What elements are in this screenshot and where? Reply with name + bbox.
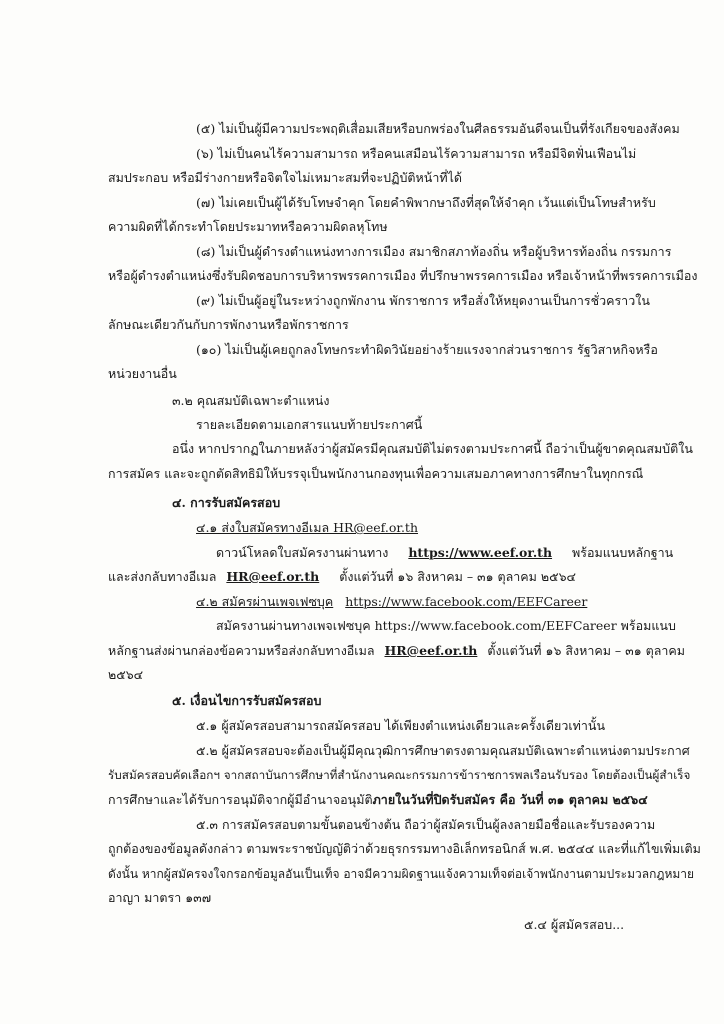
section-5-2-text: การศึกษาและได้รับการอนุมัติจากผู้มีอำนาจอนุมัติ <box>108 792 373 807</box>
section-5-3-line-4: อาญา มาตรา ๑๓๗ <box>108 890 212 905</box>
item-10: (๑๐) ไม่เป็นผู้เคยถูกลงโทษกระทำผิดวินัยอย่างร้ายแรงจากส่วนราชการ รัฐวิสาหกิจหรือ <box>196 342 658 357</box>
section-3-2-detail: รายละเอียดตามเอกสารแนบท้ายประกาศนี้ <box>196 417 423 432</box>
item-7: (๗) ไม่เคยเป็นผู้ได้รับโทษจำคุก โดยคำพิพากษาถึงที่สุดให้จำคุก เว้นแต่เป็นโทษสำหรับ <box>196 195 656 210</box>
item-9-cont: ลักษณะเดียวกันกับการพักงานหรือพักราชการ <box>108 317 349 332</box>
section-5-2-deadline: ภายในวันที่ปิดรับสมัคร คือ วันที่ ๓๑ ตุลาคม ๒๕๖๔ <box>372 792 648 807</box>
section-4-2 <box>196 593 587 611</box>
item-6-cont: สมประกอบ หรือมีร่างกายหรือจิตใจไม่เหมาะสมที่จะปฏิบัติหน้าที่ได้ <box>108 170 462 185</box>
section-4-2-line-2 <box>108 642 685 660</box>
section-4-1-date: ตั้งแต่วันที่ ๑๖ สิงหาคม – ๓๑ ตุลาคม ๒๕๖๔ <box>339 569 576 584</box>
hr-email-link[interactable]: HR@eef.or.th <box>226 569 320 584</box>
item-6: (๖) ไม่เป็นคนไร้ความสามารถ หรือคนเสมือนไร้ความสามารถ หรือมีจิตฟั่นเฟือนไม่ <box>196 146 637 161</box>
section-4-2-line-3: ๒๕๖๔ <box>108 667 144 682</box>
section-4-1-text-a: ดาวน์โหลดใบสมัครงานผ่านทาง <box>216 545 389 560</box>
eef-website-link[interactable]: https://www.eef.or.th <box>408 545 553 560</box>
item-10-cont: หน่วยงานอื่น <box>108 366 177 381</box>
section-4-1-line-2 <box>108 568 576 586</box>
section-5-2-line-2: รับสมัครสอบคัดเลือกฯ จากสถาบันการศึกษาที่สำนักงานคณะกรรมการข้าราชการพลเรือนรับรอง โดยต้องเป็นผู้สำเร็จ <box>108 768 691 782</box>
section-5-2-line-3 <box>108 791 648 809</box>
section-5-2-line-1: ๕.๒ ผู้สมัครสอบจะต้องเป็นผู้มีคุณวุฒิการศึกษาตรงตามคุณสมบัติเฉพาะตำแหน่งตามประกาศ <box>196 743 690 758</box>
note-line-1: อนึ่ง หากปรากฏในภายหลังว่าผู้สมัครมีคุณสมบัติไม่ตรงตามประกาศนี้ ถือว่าเป็นผู้ขาดคุณสมบัติใน <box>172 441 693 456</box>
item-5: (๕) ไม่เป็นผู้มีความประพฤติเสื่อมเสียหรือบกพร่องในศีลธรรมอันดีจนเป็นที่รังเกียจของสังคม <box>196 121 680 136</box>
section-4-2-date: ตั้งแต่วันที่ ๑๖ สิงหาคม – ๓๑ ตุลาคม <box>487 643 685 658</box>
section-3-2-heading: ๓.๒ คุณสมบัติเฉพาะตำแหน่ง <box>172 393 330 408</box>
item-9: (๙) ไม่เป็นผู้อยู่ในระหว่างถูกพักงาน พักราชการ หรือสั่งให้หยุดงานเป็นการชั่วคราวใน <box>196 293 650 308</box>
section-5-3-line-2: ถูกต้องของข้อมูลดังกล่าว ตามพระราชบัญญัติว่าด้วยธุรกรรมทางอิเล็กทรอนิกส์ พ.ศ. ๒๕๔๔ และที่แก้ไขเพิ่มเติม <box>108 841 701 856</box>
section-4-2-text-a: หลักฐานส่งผ่านกล่องข้อความหรือส่งกลับทางอีเมล <box>108 643 375 658</box>
section-5-1: ๕.๑ ผู้สมัครสอบสามารถสมัครสอบ ได้เพียงตำแหน่งเดียวและครั้งเดียวเท่านั้น <box>196 718 605 733</box>
continued-next-page: ๕.๔ ผู้สมัครสอบ... <box>524 917 625 932</box>
section-5-3-line-3: ดังนั้น หากผู้สมัครจงใจกรอกข้อมูลอันเป็นเท็จ อาจมีความผิดฐานแจ้งความเท็จต่อเจ้าพนักงานตามประมวลกฎหมาย <box>108 867 695 881</box>
item-8: (๘) ไม่เป็นผู้ดำรงตำแหน่งทางการเมือง สมาชิกสภาท้องถิ่น หรือผู้บริหารท้องถิ่น กรรมการ <box>196 244 672 259</box>
item-8-cont: หรือผู้ดำรงตำแหน่งซึ่งรับผิดชอบการบริหารพรรคการเมือง ที่ปรึกษาพรรคการเมือง หรือเจ้าหน้าที่พรรคการเมือง <box>108 268 698 283</box>
hr-email-link-2[interactable]: HR@eef.or.th <box>384 643 478 658</box>
section-5-heading: ๕. เงื่อนไขการรับสมัครสอบ <box>172 693 322 708</box>
section-4-1-line-1 <box>216 544 673 562</box>
section-4-1-text-b: พร้อมแนบหลักฐาน <box>572 545 674 560</box>
section-4-1[interactable]: ๔.๑ ส่งใบสมัครทางอีเมล HR@eef.or.th <box>196 520 419 535</box>
section-4-1-text-c: และส่งกลับทางอีเมล <box>108 569 217 584</box>
facebook-link[interactable]: https://www.facebook.com/EEFCareer <box>345 594 588 609</box>
section-4-2-label[interactable]: ๔.๒ สมัครผ่านเพจเฟซบุค <box>196 594 334 609</box>
section-4-heading: ๔. การรับสมัครสอบ <box>172 495 281 510</box>
section-5-3-line-1: ๕.๓ การสมัครสอบตามขั้นตอนข้างต้น ถือว่าผู้สมัครเป็นผู้ลงลายมือชื่อและรับรองความ <box>196 817 656 832</box>
section-4-2-line-1: สมัครงานผ่านทางเพจเฟซบุค https://www.facebook.com/EEFCareer พร้อมแนบ <box>216 618 676 633</box>
note-line-2: การสมัคร และจะถูกตัดสิทธิมิให้บรรจุเป็นพนักงานกองทุนเพื่อความเสมอภาคทางการศึกษาในทุกกรณี <box>108 466 644 481</box>
item-7-cont: ความผิดที่ได้กระทำโดยประมาทหรือความผิดลหุโทษ <box>108 219 388 234</box>
